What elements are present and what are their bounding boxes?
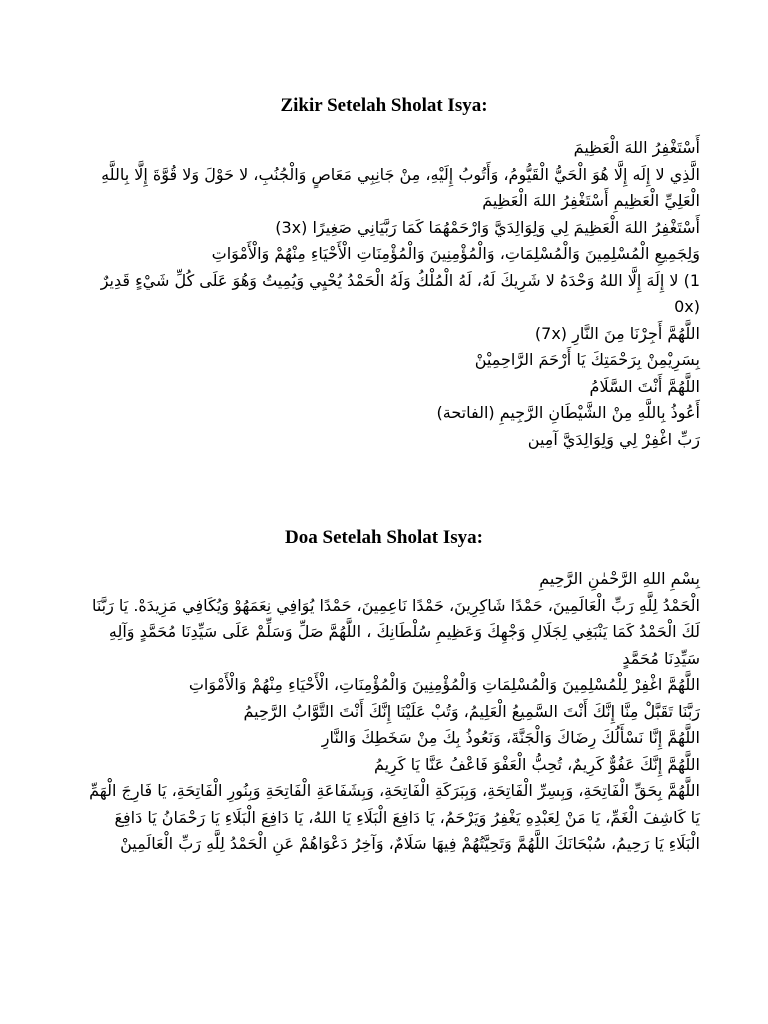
- arabic-line: اللَّهُمَّ بِحَقِّ الْفَاتِحَةِ، وَبِسِرِّ الْفَاتِحَةِ، وَبِبَرَكَةِ الْفَاتِحَةِ، وَبِشَفَاعَةِ الْفَاتِحَةِ وَبِنُورِ الْفَاتِحَةِ، يَا فَارِجَ الْهَمِّ: [89, 781, 700, 800]
- doa-section: [68, 453, 700, 858]
- arabic-line: اللَّهُمَّ إِنَّا نَسْأَلُكَ رِضَاكَ وَالْجَنَّةَ، وَنَعُوذُ بِكَ مِنْ سَخَطِكَ وَالنَّارِ: [321, 728, 700, 747]
- arabic-line: (7x) اللَّهُمَّ أَجِرْنَا مِنَ النَّارِ: [534, 323, 700, 343]
- arabic-line: الْعَلِيِّ الْعَظِيمِ أَسْتَغْفِرُ اللهَ الْعَظِيمَ: [482, 191, 700, 210]
- zikir-arabic-text: [68, 135, 700, 453]
- arabic-line: (3x) أَسْتَغْفِرُ اللهَ الْعَظِيمَ لِي وَلِوَالِدَيَّ وَارْحَمْهُمَا كَمَا رَبَّيَانِي صَغِيرًا: [275, 217, 700, 237]
- doa-section-title: Doa Setelah Sholat Isya:: [285, 527, 483, 548]
- arabic-line: أَسْتَغْفِرُ اللهَ الْعَظِيمَ: [573, 138, 700, 157]
- arabic-line: الْبَلَاءِ يَا رَحِيمُ، سُبْحَانَكَ اللَّهُمَّ وَتَحِيَّتُهُمْ فِيهَا سَلَامٌ، وَآخِرُ دَعْوَاهُمْ عَنِ الْحَمْدُ لِلَّهِ رَبِّ الْعَالَمِينْ: [120, 834, 700, 853]
- zikir-section-title: Zikir Setelah Sholat Isya:: [280, 95, 488, 116]
- arabic-line: رَبَّنَا تَقَبَّلْ مِنَّا إِنَّكَ أَنْتَ السَّمِيعُ الْعَلِيمُ، وَتُبْ عَلَيْنَا إِنَّكَ أَنْتَ التَّوَّابُ الرَّحِيمُ: [243, 701, 700, 721]
- zikir-section: [68, 0, 700, 453]
- arabic-line: يَا كَاشِفَ الْغَمِّ، يَا مَنْ لِعَبْدِهِ يَغْفِرُ وَيَرْحَمُ، يَا دَافِعَ الْبَلَاءِ يَا اللهُ، يَا دَافِعَ الْبَلَاءِ يَا رَحْمَانُ يَا دَافِعَ: [114, 807, 700, 827]
- arabic-line: الَّذِي لا إِلَه إِلَّا هُوَ الْحَيُّ الْقَيُّومُ، وَأَتُوبُ إِلَيْهِ، مِنْ جَانِبِي مَعَاصٍ وَالْجُنُبِ، لا حَوْلَ وَلا قُوَّةَ إِلَّا بِاللَّهِ: [101, 164, 700, 184]
- arabic-line: وَلِجَمِيعِ الْمُسْلِمِينَ وَالْمُسْلِمَاتِ، وَالْمُؤْمِنِينَ وَالْمُؤْمِنَاتِ الْأَحْيَاءِ مِنْهُمْ وَالْأَمْوَاتِ: [211, 244, 700, 263]
- arabic-line: اللَّهُمَّ إِنَّكَ عَفُوٌّ كَرِيمٌ، تُحِبُّ الْعَفْوَ فَاعْفُ عَنَّا يَا كَرِيمُ: [373, 754, 700, 774]
- arabic-line: 1) لا إِلَهَ إِلَّا اللهُ وَحْدَهُ لا شَرِيكَ لَهُ، لَهُ الْمُلْكُ وَلَهُ الْحَمْدُ يُحْيِي وَيُمِيتُ وَهُوَ عَلَى كُلِّ شَيْءٍ قَدِيرٌ: [100, 270, 700, 290]
- doa-arabic-text: [68, 566, 700, 858]
- arabic-line: اللَّهُمَّ أَنْتَ السَّلَامُ: [589, 376, 700, 396]
- arabic-line: اللَّهُمَّ اغْفِرْ لِلْمُسْلِمِينَ وَالْمُسْلِمَاتِ وَالْمُؤْمِنِينَ وَالْمُؤْمِنَاتِ، الْأَحْيَاءِ مِنْهُمْ وَالْأَمْوَاتِ: [188, 675, 700, 694]
- arabic-line: أَعُوذُ بِاللَّهِ مِنْ الشَّيْطَانِ الرَّجِيمِ (الفاتحة): [436, 403, 700, 422]
- arabic-line: سَيِّدِنَا مُحَمَّدٍ: [622, 648, 700, 668]
- arabic-line: لَكَ الْحَمْدُ كَمَا يَنْبَغِي لِجَلَالِ وَجْهِكَ وَعَظِيمِ سُلْطَانِكَ ، اللَّهُمَّ صَلِّ وَسَلِّمْ عَلَى سَيِّدِنَا مُحَمَّدٍ وَآلِهِ: [108, 622, 700, 641]
- arabic-line: بِسْمِ اللهِ الرَّحْمٰنِ الرَّحِيمِ: [539, 569, 700, 588]
- arabic-line: رَبِّ اغْفِرْ لِي وَلِوَالِدَيَّ آمِين: [527, 429, 700, 449]
- arabic-line: الْحَمْدُ لِلَّهِ رَبِّ الْعَالَمِينَ، حَمْدًا شَاكِرِينَ، حَمْدًا نَاعِمِينَ، حَمْدًا يُوَافِي نِعَمَهُوْ وَيُكَافِي مَزِيدَهْ. يَا رَبَّنَا: [91, 595, 700, 615]
- arabic-line: بِسَرِيْمِنْ بِرَحْمَتِكَ يَا أَرْحَمَ الرَّاحِمِيْنْ: [474, 350, 700, 369]
- arabic-line: 0x)‎: [674, 297, 700, 316]
